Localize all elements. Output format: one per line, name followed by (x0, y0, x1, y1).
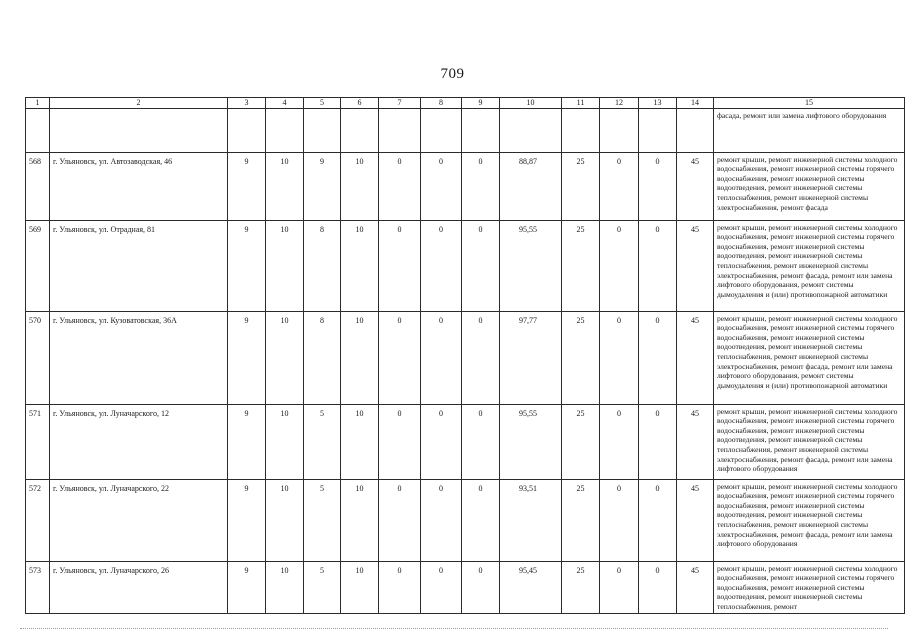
value-col-9: 0 (462, 479, 500, 561)
value-col-9: 0 (462, 311, 500, 404)
value-col-8: 0 (421, 220, 462, 311)
value-col-6: 10 (341, 311, 379, 404)
work-description: фасада, ремонт или замена лифтового оборудования (714, 108, 905, 152)
value-col-8: 0 (421, 404, 462, 479)
value-col-6: 10 (341, 152, 379, 220)
table-row (26, 152, 905, 220)
value-col-11: 25 (562, 220, 600, 311)
value-col-7: 0 (379, 311, 421, 404)
work-description: ремонт крыши, ремонт инженерной системы холодного водоснабжения, ремонт инженерной системы горячего водоснабжения, ремонт инженерной системы водоотведения, ремонт инженерной системы теплоснабжения, ремонт (714, 561, 905, 613)
column-header: 10 (500, 98, 562, 109)
value-col-14: 45 (677, 479, 714, 561)
value-col-14: 45 (677, 561, 714, 613)
value-col-12: 0 (600, 311, 639, 404)
value-col-9: 0 (462, 561, 500, 613)
value-col-9: 0 (462, 152, 500, 220)
value-col-8: 0 (421, 311, 462, 404)
value-col-13: 0 (639, 152, 677, 220)
value-col-5: 5 (304, 561, 341, 613)
row-number: 568 (26, 152, 50, 220)
value-col-7: 0 (379, 479, 421, 561)
value-col-5: 8 (304, 220, 341, 311)
value-col-10: 97,77 (500, 311, 562, 404)
work-description: ремонт крыши, ремонт инженерной системы холодного водоснабжения, ремонт инженерной системы горячего водоснабжения, ремонт инженерной системы водоотведения, ремонт инженерной системы теплоснабжения, ремонт инженерной системы электроснабжения, ремонт фасада, ремонт или замена лифтового оборудования, ремонт системы дымоудаления и (или) противопожарной автоматики (714, 311, 905, 404)
value-col-5: 5 (304, 404, 341, 479)
value-col-4: 10 (266, 479, 304, 561)
value-col-12: 0 (600, 152, 639, 220)
work-description: ремонт крыши, ремонт инженерной системы холодного водоснабжения, ремонт инженерной системы горячего водоснабжения, ремонт инженерной системы водоотведения, ремонт инженерной системы теплоснабжения, ремонт инженерной системы электроснабжения, ремонт фасада, ремонт или замена лифтового оборудования, ремонт системы дымоудаления и (или) противопожарной автоматики (714, 220, 905, 311)
address: г. Ульяновск, ул. Луначарского, 22 (50, 479, 228, 561)
value-col-4: 10 (266, 561, 304, 613)
value-col-8: 0 (421, 152, 462, 220)
repair-program-table (25, 97, 905, 614)
column-header: 15 (714, 98, 905, 109)
value-col-6: 10 (341, 479, 379, 561)
value-col-12: 0 (600, 404, 639, 479)
value-col-4: 10 (266, 311, 304, 404)
value-col-9: 0 (462, 404, 500, 479)
value-col-7: 0 (379, 561, 421, 613)
value-col-3: 9 (228, 152, 266, 220)
value-col-12: 0 (600, 561, 639, 613)
value-col-10: 95,55 (500, 404, 562, 479)
column-header: 6 (341, 98, 379, 109)
row-number: 572 (26, 479, 50, 561)
address: г. Ульяновск, ул. Кузоватовская, 36А (50, 311, 228, 404)
value-col-3: 9 (228, 220, 266, 311)
value-col-10: 95,55 (500, 220, 562, 311)
column-header: 13 (639, 98, 677, 109)
value-col-3: 9 (228, 561, 266, 613)
column-header: 14 (677, 98, 714, 109)
row-number: 571 (26, 404, 50, 479)
work-description: ремонт крыши, ремонт инженерной системы холодного водоснабжения, ремонт инженерной системы горячего водоснабжения, ремонт инженерной системы водоотведения, ремонт инженерной системы теплоснабжения, ремонт инженерной системы электроснабжения, ремонт фасада, ремонт или замена лифтового оборудования (714, 404, 905, 479)
table-row (26, 561, 905, 613)
address: г. Ульяновск, ул. Автозаводская, 46 (50, 152, 228, 220)
value-col-14: 45 (677, 152, 714, 220)
value-col-4: 10 (266, 220, 304, 311)
value-col-11: 25 (562, 479, 600, 561)
value-col-6: 10 (341, 220, 379, 311)
column-header: 4 (266, 98, 304, 109)
column-header: 5 (304, 98, 341, 109)
value-col-11: 25 (562, 311, 600, 404)
address: г. Ульяновск, ул. Отрадная, 81 (50, 220, 228, 311)
page-number: 709 (440, 66, 465, 82)
value-col-8: 0 (421, 479, 462, 561)
row-number: 573 (26, 561, 50, 613)
value-col-8: 0 (421, 561, 462, 613)
value-col-10: 93,51 (500, 479, 562, 561)
value-col-4: 10 (266, 404, 304, 479)
row-number: 569 (26, 220, 50, 311)
value-col-13: 0 (639, 479, 677, 561)
continuation-row (26, 108, 905, 152)
value-col-14: 45 (677, 311, 714, 404)
column-header: 12 (600, 98, 639, 109)
value-col-10: 95,45 (500, 561, 562, 613)
table-row (26, 479, 905, 561)
value-col-6: 10 (341, 404, 379, 479)
value-col-9: 0 (462, 220, 500, 311)
address: г. Ульяновск, ул. Луначарского, 26 (50, 561, 228, 613)
table-row (26, 404, 905, 479)
value-col-11: 25 (562, 404, 600, 479)
value-col-3: 9 (228, 479, 266, 561)
value-col-4: 10 (266, 152, 304, 220)
value-col-14: 45 (677, 404, 714, 479)
column-header: 8 (421, 98, 462, 109)
value-col-6: 10 (341, 561, 379, 613)
value-col-5: 9 (304, 152, 341, 220)
column-header: 11 (562, 98, 600, 109)
value-col-13: 0 (639, 220, 677, 311)
value-col-11: 25 (562, 561, 600, 613)
value-col-14: 45 (677, 220, 714, 311)
column-header: 1 (26, 98, 50, 109)
value-col-11: 25 (562, 152, 600, 220)
value-col-3: 9 (228, 404, 266, 479)
value-col-7: 0 (379, 220, 421, 311)
table-row (26, 311, 905, 404)
value-col-7: 0 (379, 404, 421, 479)
value-col-5: 8 (304, 311, 341, 404)
value-col-5: 5 (304, 479, 341, 561)
column-number-row (26, 98, 905, 109)
value-col-3: 9 (228, 311, 266, 404)
column-header: 2 (50, 98, 228, 109)
value-col-13: 0 (639, 561, 677, 613)
scan-edge (20, 628, 888, 632)
value-col-13: 0 (639, 311, 677, 404)
address: г. Ульяновск, ул. Луначарского, 12 (50, 404, 228, 479)
row-number: 570 (26, 311, 50, 404)
value-col-7: 0 (379, 152, 421, 220)
column-header: 9 (462, 98, 500, 109)
value-col-12: 0 (600, 220, 639, 311)
value-col-10: 88,87 (500, 152, 562, 220)
table-row (26, 220, 905, 311)
value-col-12: 0 (600, 479, 639, 561)
column-header: 7 (379, 98, 421, 109)
value-col-13: 0 (639, 404, 677, 479)
column-header: 3 (228, 98, 266, 109)
work-description: ремонт крыши, ремонт инженерной системы холодного водоснабжения, ремонт инженерной системы горячего водоснабжения, ремонт инженерной системы водоотведения, ремонт инженерной системы теплоснабжения, ремонт инженерной системы электроснабжения, ремонт фасада, ремонт или замена лифтового оборудования (714, 479, 905, 561)
work-description: ремонт крыши, ремонт инженерной системы холодного водоснабжения, ремонт инженерной системы горячего водоснабжения, ремонт инженерной системы водоотведения, ремонт инженерной системы теплоснабжения, ремонт инженерной системы электроснабжения, ремонт фасада (714, 152, 905, 220)
